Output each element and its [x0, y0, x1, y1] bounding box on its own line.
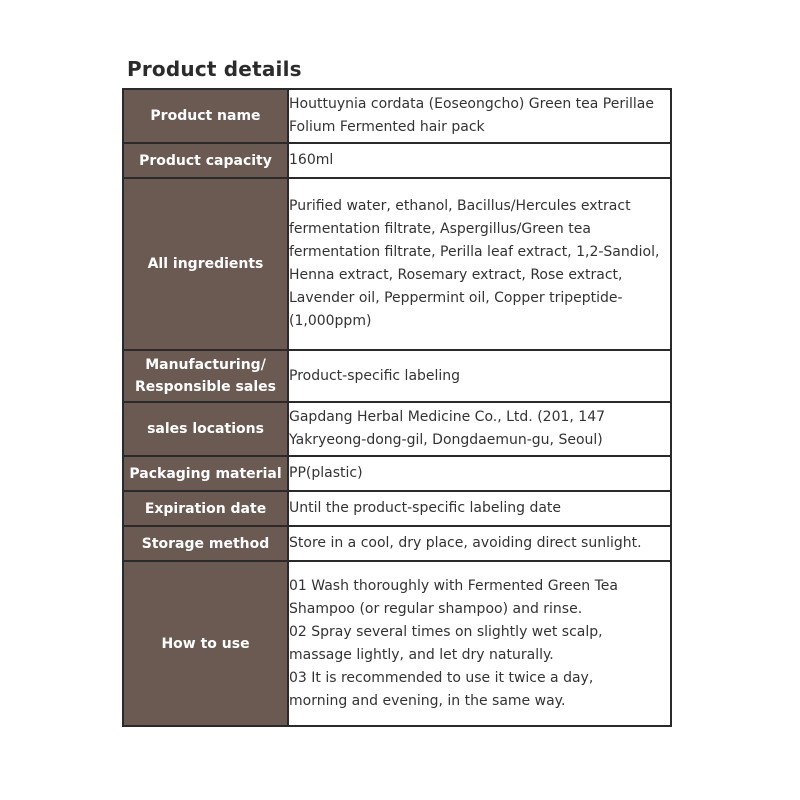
row-label-how-to-use: [123, 561, 288, 726]
product-details-table: [122, 88, 672, 727]
row-value-product-name: Houttuynia cordata (Eoseongcho) Green tea Perillae Folium Fermented hair pack: [288, 89, 671, 143]
row-label-all-ingredients: [123, 178, 288, 350]
table-row-sales-locations: [123, 402, 671, 456]
row-label-text: Manufacturing/ Responsible sales: [135, 357, 276, 395]
row-value-how-to-use: 01 Wash thoroughly with Fermented Green Tea Shampoo (or regular shampoo) and rinse. 02 Spray several times on slightly wet scalp, massage lightly, and let dry naturally. 03 It is recommended to use it twice a day, morning and evening, in the same way.: [288, 561, 671, 726]
row-label-storage-method: [123, 526, 288, 561]
row-label-manufacturing: [123, 350, 288, 402]
row-value-sales-locations: Gapdang Herbal Medicine Co., Ltd. (201, 147 Yakryeong-dong-gil, Dongdaemun-gu, Seoul): [288, 402, 671, 456]
table-row-storage-method: [123, 526, 671, 561]
row-label-packaging-material: [123, 456, 288, 491]
row-label-text: Expiration date: [144, 500, 267, 517]
row-label-text: How to use: [161, 635, 250, 652]
row-label-product-capacity: [123, 143, 288, 178]
table-row-product-name: [123, 89, 671, 143]
table-row-all-ingredients: [123, 178, 671, 350]
row-label-text: Product name: [150, 108, 261, 124]
page-title: Product details: [127, 57, 302, 81]
row-label-text: All ingredients: [147, 256, 264, 272]
table-row-expiration-date: [123, 491, 671, 526]
row-value-storage-method: Store in a cool, dry place, avoiding direct sunlight.: [288, 526, 671, 561]
table-row-how-to-use: [123, 561, 671, 726]
row-label-text: Packaging material: [129, 465, 282, 482]
row-label-expiration-date: [123, 491, 288, 526]
row-label-text: Product capacity: [139, 152, 272, 169]
table-row-packaging-material: [123, 456, 671, 491]
table-row-product-capacity: [123, 143, 671, 178]
row-label-product-name: [123, 89, 288, 143]
row-value-manufacturing: Product-specific labeling: [288, 350, 671, 402]
row-value-all-ingredients: Purified water, ethanol, Bacillus/Hercules extract fermentation filtrate, Aspergillus/Green tea fermentation filtrate, Perilla leaf extract, 1,2-Sandiol, Henna extract, Rosemary extract, Rose extract, Lavender oil, Peppermint oil, Copper tripeptide- (1,000ppm): [288, 178, 671, 350]
row-value-product-capacity: 160ml: [288, 143, 671, 178]
row-label-text: sales locations: [147, 421, 264, 437]
row-value-expiration-date: Until the product-specific labeling date: [288, 491, 671, 526]
table-row-manufacturing: [123, 350, 671, 402]
row-label-text: Storage method: [141, 535, 270, 552]
row-label-sales-locations: [123, 402, 288, 456]
row-value-packaging-material: PP(plastic): [288, 456, 671, 491]
